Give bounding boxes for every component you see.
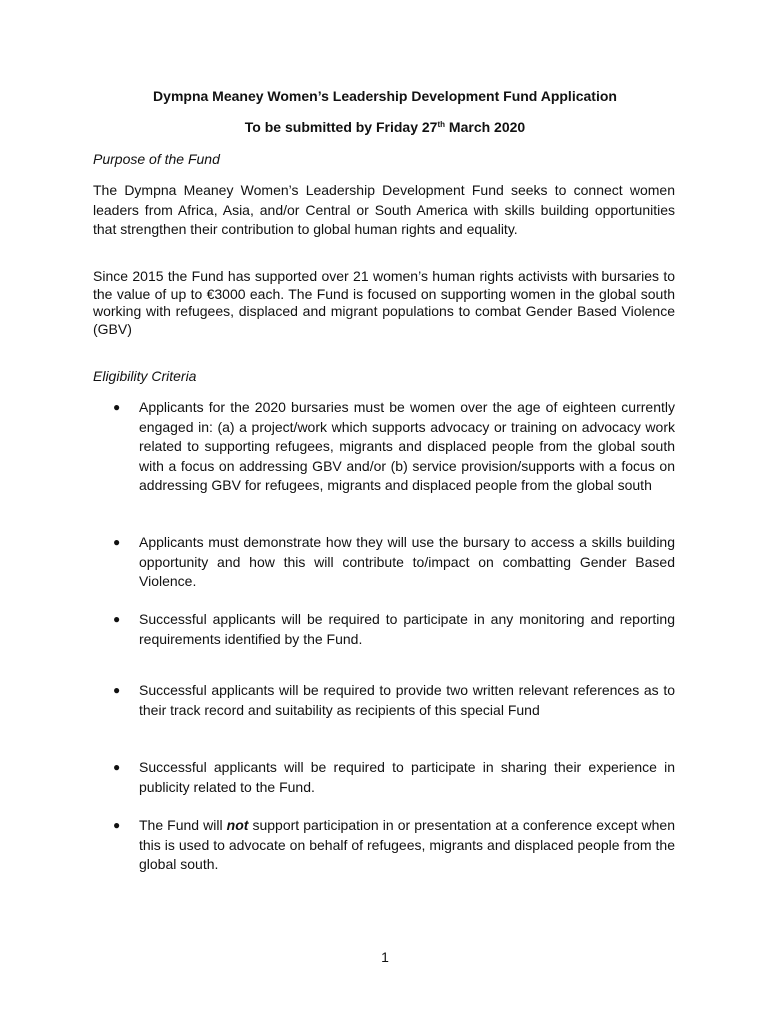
purpose-paragraph-2: Since 2015 the Fund has supported over 21 women’s human rights activists with bursaries to the value of up to €3000 each. The Fund is focused on supporting women in the global south working with refugees, displaced and migrant populations to combat Gender Based Violence (GBV) [93,268,675,337]
eligibility-list-item [113,758,675,797]
eligibility-item-text: Successful applicants will be required to participate in any monitoring and reporting requirements identified by the Fund. [139,611,675,647]
deadline-ordinal-suffix: th [437,120,446,129]
purpose-paragraph-1: The Dympna Meaney Women’s Leadership Development Fund seeks to connect women leaders from Africa, Asia, and/or Central or South America with skills building opportunities that strengthen their contribution to global human rights and equality. [93,182,675,237]
deadline-suffix: March 2020 [445,119,526,135]
eligibility-list-item [113,816,675,875]
bullet-icon: ● [113,818,121,832]
bullet-icon: ● [113,612,121,626]
bullet-icon: ● [113,535,121,549]
eligibility-item-text [139,816,675,875]
deadline-prefix: To be submitted by Friday 27 [244,119,438,135]
bullet-icon: ● [113,760,121,774]
eligibility-list-item [113,681,675,720]
exclusion-text-before: The Fund will [139,817,227,833]
eligibility-list-item [113,398,675,496]
document-title: Dympna Meaney Women’s Leadership Development Fund Application [153,88,617,104]
eligibility-item-text: Applicants for the 2020 bursaries must be women over the age of eighteen currently engaged in: (a) a project/work which supports advocacy or training on advocacy work related to supporting refugees, migrants and displaced people from the global south with a focus on addressing GBV and/or (b) service provision/supports with a focus on addressing GBV for refugees, migrants and displaced people from the global south [139,399,675,493]
purpose-heading: Purpose of the Fund [93,151,220,167]
eligibility-item-text: Successful applicants will be required to participate in sharing their experience in publicity related to the Fund. [139,759,675,795]
bullet-icon: ● [113,400,121,414]
eligibility-item-text: Successful applicants will be required to provide two written relevant references as to their track record and suitability as recipients of this special Fund [139,682,675,718]
exclusion-emphasis: not [226,817,249,833]
eligibility-list-item [113,610,675,649]
submission-deadline [0,119,770,135]
eligibility-item-text: Applicants must demonstrate how they will use the bursary to access a skills building opportunity and how this will contribute to/impact on combatting Gender Based Violence. [139,534,675,589]
eligibility-heading: Eligibility Criteria [93,368,197,384]
bullet-icon: ● [113,683,121,697]
eligibility-list-item [113,533,675,592]
exclusion-text-after: support participation in or presentation at a conference except when this is used to advocate on behalf of refugees, migrants and displaced people from the global south. [139,817,675,872]
page-number: 1 [381,949,389,965]
